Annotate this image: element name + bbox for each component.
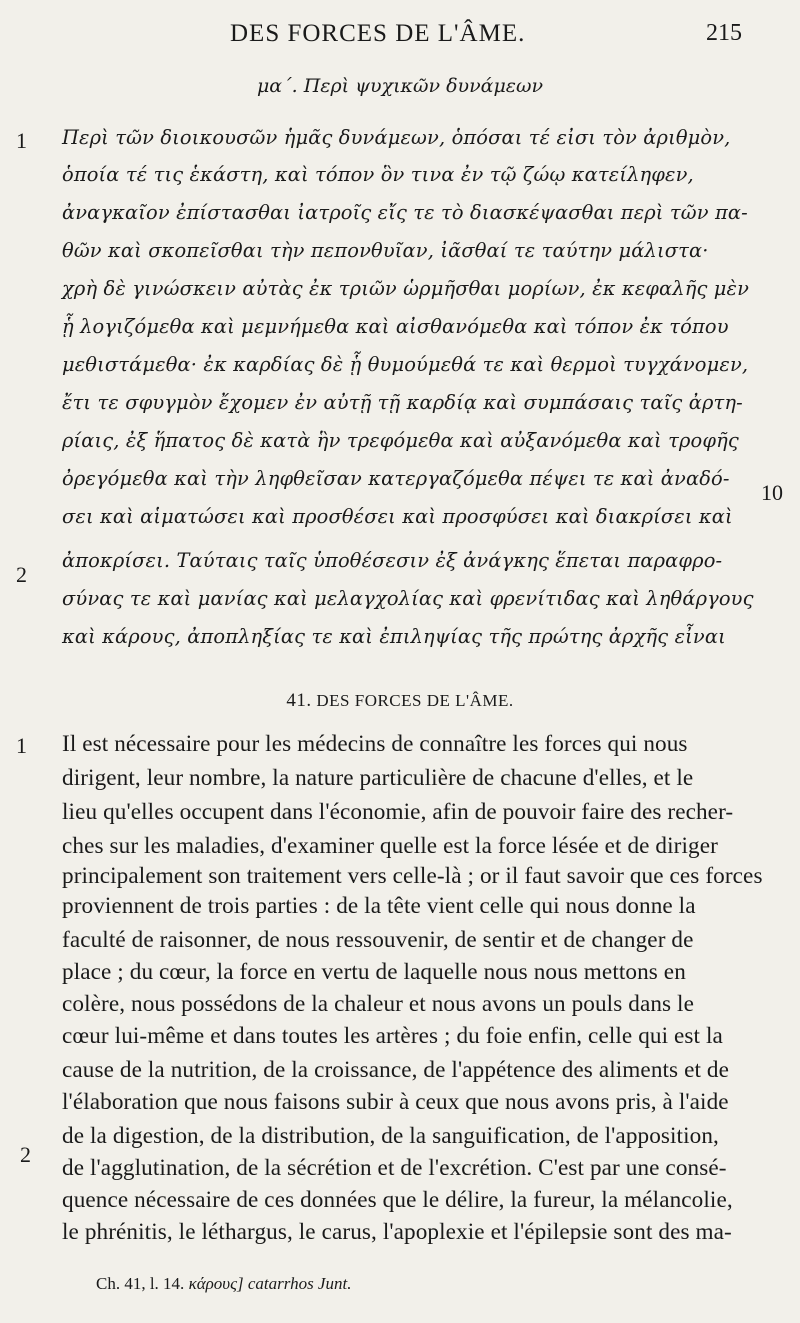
- page-number: 215: [706, 20, 742, 46]
- chapter-title: DES FORCES DE L'ÂME.: [316, 691, 514, 710]
- running-head: [0, 18, 800, 48]
- greek-line: ἀναγκαῖον ἐπίστασθαι ἰατροῖς εἴς τε τὸ διασκέψασθαι περὶ τῶν πα-: [62, 201, 748, 224]
- french-line: Il est nécessaire pour les médecins de connaître les forces qui nous: [62, 731, 688, 757]
- footnote-reference: Ch. 41, l. 14.: [96, 1274, 185, 1293]
- greek-line: μεθιστάμεθα· ἐκ καρδίας δὲ ᾗ θυμούμεθά τε καὶ θερμοὶ τυγχάνομεν,: [62, 353, 749, 376]
- chapter-number: 41.: [286, 690, 312, 711]
- french-chapter-heading: [0, 690, 800, 712]
- footnote-variant: catarrhos Junt.: [247, 1274, 352, 1293]
- greek-line: ᾗ λογιζόμεθα καὶ μεμνήμεθα καὶ αἰσθανόμεθα καὶ τόπον ἐκ τόπου: [62, 315, 729, 338]
- french-line: place ; du cœur, la force en vertu de laquelle nous nous mettons en: [62, 959, 686, 985]
- margin-line-number-10: 10: [761, 480, 783, 505]
- french-line: dirigent, leur nombre, la nature particulière de chacune d'elles, et le: [62, 765, 694, 791]
- french-line: de la digestion, de la distribution, de la sanguification, de l'apposition,: [62, 1123, 719, 1149]
- french-line: proviennent de trois parties : de la tête vient celle qui nous donne la: [62, 893, 696, 919]
- french-line: quence nécessaire de ces données que le délire, la fureur, la mélancolie,: [62, 1187, 733, 1213]
- running-head-title: DES FORCES DE L'ÂME.: [230, 20, 526, 47]
- footnote: [96, 1274, 351, 1294]
- greek-line: ἔτι τε σφυγμὸν ἔχομεν ἐν αὐτῇ τῇ καρδίᾳ καὶ συμπάσαις ταῖς ἀρτη-: [62, 391, 743, 414]
- french-line: cause de la nutrition, de la croissance, de l'appétence des aliments et de: [62, 1057, 729, 1083]
- french-line: ches sur les maladies, d'examiner quelle est la force lésée et de diriger: [62, 833, 718, 859]
- french-line: de l'agglutination, de la sécrétion et de l'excrétion. C'est par une consé-: [62, 1155, 727, 1181]
- greek-line: χρὴ δὲ γινώσκειν αὐτὰς ἐκ τριῶν ὡρμῆσθαι μορίων, ἐκ κεφαλῆς μὲν: [62, 277, 750, 300]
- greek-line: σύνας τε καὶ μανίας καὶ μελαγχολίας καὶ φρενίτιδας καὶ ληθάργους: [62, 587, 754, 610]
- margin-number-1: 1: [16, 733, 27, 758]
- greek-line: σει καὶ αἱματώσει καὶ προσθέσει καὶ προσφύσει καὶ διακρίσει καὶ: [62, 505, 733, 528]
- margin-number-1: 1: [16, 128, 27, 153]
- french-line: principalement son traitement vers celle-là ; or il faut savoir que ces forces: [62, 863, 763, 889]
- footnote-lemma: κάρους]: [188, 1274, 244, 1293]
- greek-line: καὶ κάρους, ἀποπληξίας τε καὶ ἐπιληψίας τῆς πρώτης ἀρχῆς εἶναι: [62, 625, 726, 648]
- french-line: faculté de raisonner, de nous ressouvenir, de sentir et de changer de: [62, 927, 694, 953]
- french-line: cœur lui-même et dans toutes les artères ; du foie enfin, celle qui est la: [62, 1023, 723, 1049]
- french-line: colère, nous possédons de la chaleur et nous avons un pouls dans le: [62, 991, 694, 1017]
- greek-line: θῶν καὶ σκοπεῖσθαι τὴν πεπονθυῖαν, ἰᾶσθαί τε ταύτην μάλιστα·: [62, 239, 709, 262]
- greek-line: ὁποία τέ τις ἑκάστη, καὶ τόπον ὃν τινα ἐν τῷ ζώῳ κατείληφεν,: [62, 163, 694, 186]
- greek-line: ἀποκρίσει. Ταύταις ταῖς ὑποθέσεσιν ἐξ ἀνάγκης ἕπεται παραφρο-: [62, 549, 723, 572]
- greek-chapter-heading: μα΄. Περὶ ψυχικῶν δυνάμεων: [256, 75, 544, 97]
- margin-number-2: 2: [20, 1142, 31, 1167]
- greek-line: ρίαις, ἐξ ἥπατος δὲ κατὰ ἣν τρεφόμεθα καὶ αὐξανόμεθα καὶ τροφῆς: [62, 429, 739, 452]
- greek-line: Περὶ τῶν διοικουσῶν ἡμᾶς δυνάμεων, ὁπόσαι τέ εἰσι τὸν ἀριθμὸν,: [62, 126, 731, 149]
- french-line: l'élaboration que nous faisons subir à ceux que nous avons pris, à l'aide: [62, 1089, 729, 1115]
- greek-line: ὀρεγόμεθα καὶ τὴν ληφθεῖσαν κατεργαζόμεθα πέψει τε καὶ ἀναδό-: [62, 467, 730, 490]
- margin-number-2: 2: [16, 562, 27, 587]
- french-line: lieu qu'elles occupent dans l'économie, afin de pouvoir faire des recher-: [62, 799, 734, 825]
- french-line: le phrénitis, le léthargus, le carus, l'apoplexie et l'épilepsie sont des ma-: [62, 1219, 732, 1245]
